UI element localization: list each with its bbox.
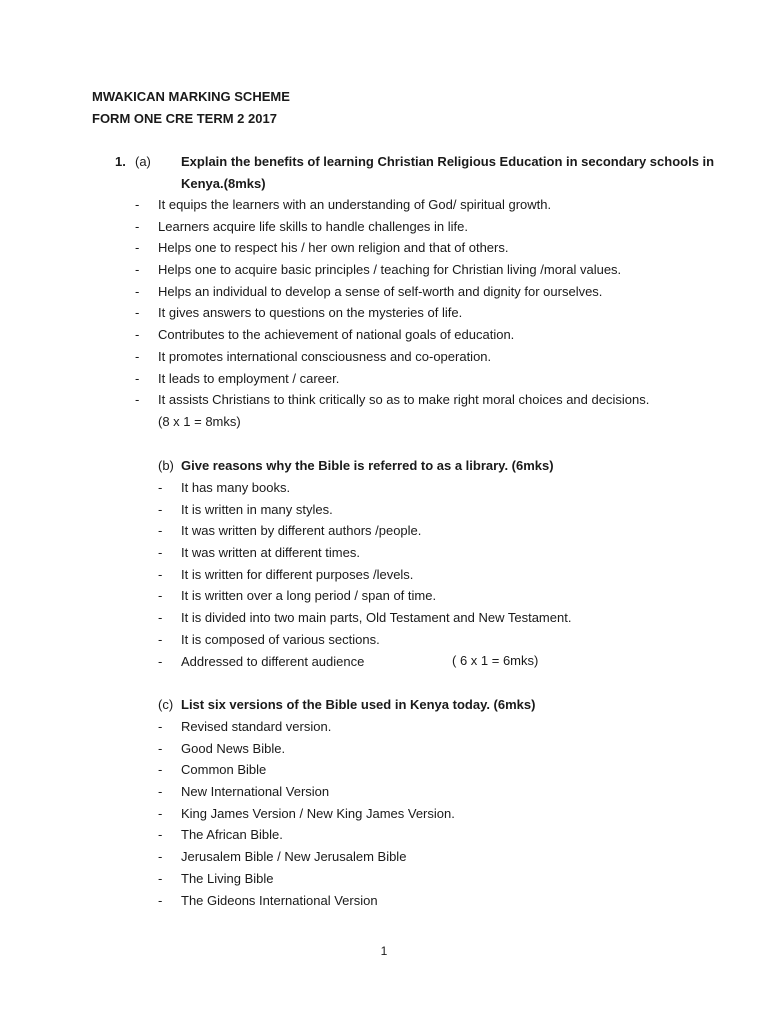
marks-allocation-b: ( 6 x 1 = 6mks) — [452, 653, 539, 668]
bullet-dash: - — [135, 218, 140, 234]
sub-question-b — [158, 455, 554, 477]
list-item-text: Helps an individual to develop a sense of self-worth and dignity for ourselves. — [158, 283, 603, 299]
list-item-text: It has many books. — [181, 480, 291, 495]
list-item-text: It is written over a long period / span of time. — [181, 588, 437, 604]
list-item-text: It is written for different purposes /levels. — [181, 566, 414, 582]
list-item-text: New International Version — [181, 784, 330, 800]
bullet-dash: - — [158, 631, 163, 647]
list-item-text: Helps one to acquire basic principles / teaching for Christian living /moral values. — [158, 262, 622, 278]
bullet-dash: - — [135, 327, 140, 343]
bullet-dash: - — [158, 566, 163, 582]
bullet-dash: - — [135, 197, 140, 212]
list-item-text: It is composed of various sections. — [181, 631, 380, 647]
marks-allocation-a: (8 x 1 = 8mks) — [158, 414, 241, 429]
bullet-dash: - — [158, 805, 163, 821]
question-number: 1. — [115, 154, 126, 169]
list-item-text: Helps one to respect his / her own religion and that of others. — [158, 240, 509, 256]
list-item-text: It gives answers to questions on the mysteries of life. — [158, 305, 463, 321]
list-item-text: Addressed to different audience — [181, 653, 365, 669]
list-item-text: It promotes international consciousness and co-operation. — [158, 348, 492, 364]
doc-subtitle: FORM ONE CRE TERM 2 2017 — [92, 111, 277, 126]
sub-question-b-label: (b) — [158, 458, 174, 473]
bullet-dash: - — [135, 392, 140, 408]
bullet-dash: - — [135, 348, 140, 364]
list-item-text: Good News Bible. — [181, 740, 286, 756]
list-item-text: The African Bible. — [181, 827, 283, 843]
sub-question-b-text: Give reasons why the Bible is referred to as a library. (6mks) — [181, 458, 554, 473]
bullet-dash: - — [158, 849, 163, 865]
bullet-dash: - — [135, 370, 140, 386]
bullet-dash: - — [158, 588, 163, 604]
sub-question-c-label: (c) — [158, 697, 174, 712]
list-item-text: It is divided into two main parts, Old Testament and New Testament. — [181, 610, 572, 626]
list-item-text: It assists Christians to think critically so as to make right moral choices and decisions. — [158, 392, 650, 408]
bullet-dash: - — [158, 827, 163, 843]
bullet-dash: - — [158, 719, 163, 734]
bullet-dash: - — [135, 283, 140, 299]
list-item-text: It is written in many styles. — [181, 501, 333, 517]
bullet-dash: - — [135, 305, 140, 321]
sub-question-c-text: List six versions of the Bible used in Kenya today. (6mks) — [181, 697, 536, 712]
list-item-text: The Living Bible — [181, 870, 274, 886]
bullet-dash: - — [135, 240, 140, 256]
bullet-dash: - — [158, 501, 163, 517]
list-item-text: It equips the learners with an understanding of God/ spiritual growth. — [158, 197, 552, 212]
sub-question-a-text: Explain the benefits of learning Christian Religious Education in secondary schools in Kenya.(8mks) — [181, 154, 715, 191]
list-item-text: Revised standard version. — [181, 719, 332, 734]
list-item-text: Common Bible — [181, 762, 267, 778]
bullet-dash: - — [158, 545, 163, 561]
sub-question-a-label: (a) — [135, 154, 151, 169]
bullet-dash: - — [158, 523, 163, 539]
list-item-text: The Gideons International Version — [181, 892, 378, 908]
bullet-dash: - — [158, 480, 163, 495]
bullet-dash: - — [158, 653, 163, 669]
page-number: 1 — [380, 944, 388, 958]
list-item-text: It leads to employment / career. — [158, 370, 340, 386]
bullet-dash: - — [158, 784, 163, 800]
list-item-text: Learners acquire life skills to handle challenges in life. — [158, 218, 469, 234]
bullet-dash: - — [135, 262, 140, 278]
list-item-text: Contributes to the achievement of national goals of education. — [158, 327, 515, 343]
bullet-dash: - — [158, 610, 163, 626]
list-item-text: It was written by different authors /people. — [181, 523, 422, 539]
bullet-dash: - — [158, 740, 163, 756]
doc-title: MWAKICAN MARKING SCHEME — [92, 89, 290, 104]
sub-question-c — [158, 694, 535, 716]
list-item-text: Jerusalem Bible / New Jerusalem Bible — [181, 849, 407, 865]
bullet-dash: - — [158, 762, 163, 778]
bullet-dash: - — [158, 892, 163, 908]
list-item-text: King James Version / New King James Version. — [181, 805, 455, 821]
bullet-dash: - — [158, 870, 163, 886]
list-item-text: It was written at different times. — [181, 545, 360, 561]
